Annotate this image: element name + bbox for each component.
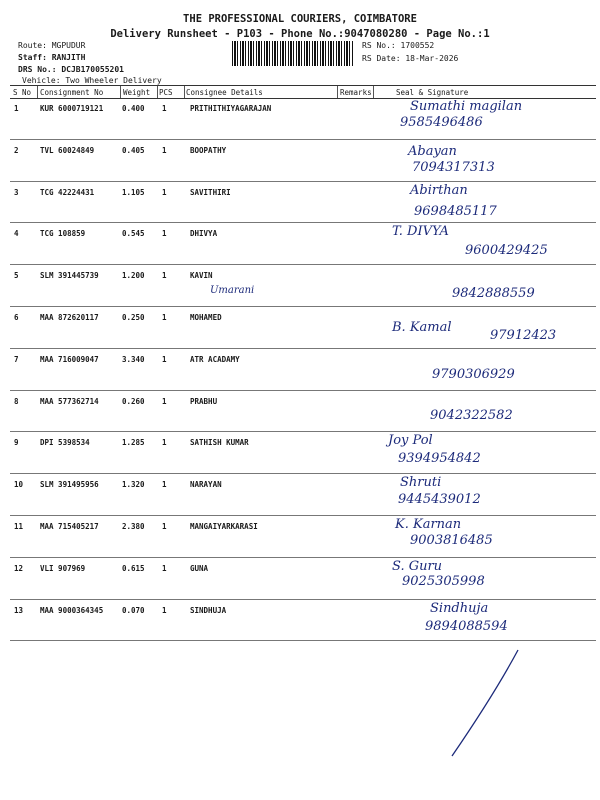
row-signature-phone: 9842888559 [452,286,535,302]
row-serial-number: 11 [14,522,24,531]
row-weight: 1.285 [122,438,145,448]
row-serial-number: 12 [14,563,24,573]
row-signature-name: Abayan [408,143,457,159]
row-divider [10,473,596,474]
barcode-icon [232,41,354,66]
runsheet-title: Delivery Runsheet - P103 - Phone No.:9047080280 - Page No.:1 [110,28,490,40]
row-pcs: 1 [162,563,167,573]
row-divider [10,348,596,349]
row-divider [10,139,596,140]
row-serial-number: 10 [14,480,24,490]
row-consignment-number: MAA 716009047 [40,354,99,364]
row-signature-name: Sindhuja [430,600,489,616]
company-title: THE PROFESSIONAL COURIERS, COIMBATORE [183,13,417,25]
row-signature-phone: 7094317313 [412,159,495,175]
header-top-rule [10,85,596,86]
col-header-remarks: Remarks [340,88,372,97]
row-consignment-number: TCG 108859 [40,229,86,239]
vehicle-label: Vehicle: Two Wheeler Delivery [22,76,162,85]
drs-number: DRS No.: DCJB170055201 [18,65,124,74]
row-weight: 1.200 [122,271,145,281]
row-pcs: 1 [162,354,167,364]
col-divider [37,86,38,98]
row-divider [10,306,596,307]
row-serial-number: 4 [14,229,19,239]
row-consignee-name: DHIVYA [190,229,218,239]
row-consignee-name: PRITHITHIYAGARAJAN [190,104,272,113]
row-serial-number: 1 [14,104,19,113]
row-signature-name: Sumathi magilan [410,99,523,114]
row-weight: 1.320 [122,480,145,490]
row-divider [10,390,596,391]
row-consignment-number: TCG 42224431 [40,187,95,197]
row-signature-phone: 9600429425 [465,243,548,259]
row-weight: 0.405 [122,145,145,155]
row-pcs: 1 [162,480,167,490]
row-pcs: 1 [162,104,167,113]
row-serial-number: 7 [14,354,19,364]
row-pcs: 1 [162,313,167,322]
row-signature-phone: 9025305998 [402,573,485,589]
col-header-sno: S No [13,88,32,97]
row-signature-name: Abirthan [410,182,468,198]
row-divider [10,222,596,223]
pen-stroke-mark [448,648,520,758]
row-weight: 1.105 [122,187,145,197]
row-weight: 0.250 [122,313,145,322]
row-consignee-name: KAVIN [190,271,213,281]
row-pcs: 1 [162,229,167,239]
row-serial-number: 3 [14,187,19,197]
rs-date: RS Date: 18-Mar-2026 [362,54,459,63]
row-signature-phone: 9698485117 [414,203,497,219]
row-consignee-name: NARAYAN [190,480,222,490]
col-header-weight: Weight [123,88,151,97]
row-signature-phone: 9042322582 [430,407,513,423]
row-consignee-name: MOHAMED [190,313,222,322]
col-divider [120,86,121,98]
row-weight: 3.340 [122,354,145,364]
row-weight: 2.380 [122,522,145,531]
row-serial-number: 6 [14,313,19,322]
row-pcs: 1 [162,438,167,448]
row-consignee-name: BOOPATHY [190,145,227,155]
row-signature-name: K. Karnan [395,517,462,532]
row-consignment-number: MAA 9000364345 [40,605,104,615]
row-consignee-name: GUNA [190,563,209,573]
row-signature-phone: 9790306929 [432,366,515,382]
row-consignment-number: DPI 5398534 [40,438,90,448]
row-signature-name: S. Guru [392,558,443,574]
row-divider [10,181,596,182]
row-divider [10,599,596,600]
row-divider [10,264,596,265]
row-signature-name: Joy Pol [388,433,433,449]
row-signature-phone: 9003816485 [410,533,493,548]
col-header-consignment: Consignment No [40,88,104,97]
row-pcs: 1 [162,396,167,406]
col-divider [184,86,185,98]
row-pcs: 1 [162,271,167,281]
row-signature-phone: 97912423 [490,328,557,343]
row-weight: 0.260 [122,396,145,406]
row-consignment-number: VLI 907969 [40,563,86,573]
route-label: Route: MGPUDUR [18,41,86,50]
row-consignee-name: ATR ACADAMY [190,354,240,364]
col-divider [337,86,338,98]
staff-label: Staff: RANJITH [18,53,86,62]
row-consignment-number: SLM 391445739 [40,271,99,281]
col-header-pcs: PCS [159,88,173,97]
row-weight: 0.545 [122,229,145,239]
row-consignee-name: SAVITHIRI [190,187,231,197]
col-header-seal: Seal & Signature [396,88,469,97]
row-divider [10,431,596,432]
row-consignee-name: SATHISH KUMAR [190,438,249,448]
row-serial-number: 8 [14,396,19,406]
col-divider [157,86,158,98]
row-signature-name: B. Kamal [392,320,452,335]
row-divider [10,557,596,558]
row-signature-name: T. DIVYA [392,224,449,240]
row-serial-number: 13 [14,605,24,615]
row-pcs: 1 [162,187,167,197]
row-serial-number: 9 [14,438,19,448]
row-weight: 0.400 [122,104,145,113]
row-consignment-number: MAA 872620117 [40,313,99,322]
row-pcs: 1 [162,605,167,615]
row-weight: 0.615 [122,563,145,573]
row-consignment-number: MAA 715405217 [40,522,99,531]
row-signature-phone: 9894088594 [425,618,508,634]
row-consignment-number: SLM 391495956 [40,480,99,490]
row-pcs: 1 [162,145,167,155]
row-consignment-number: KUR 6000719121 [40,104,104,113]
row-divider [10,640,596,641]
row-weight: 0.070 [122,605,145,615]
row-serial-number: 2 [14,145,19,155]
row-signature-phone: 9585496486 [400,115,483,130]
row-handwritten-note: Umarani [210,285,255,297]
row-consignee-name: SINDHUJA [190,605,227,615]
col-header-consignee: Consignee Details [186,88,263,97]
row-pcs: 1 [162,522,167,531]
row-signature-name: Shruti [400,475,442,491]
row-consignee-name: PRABHU [190,396,218,406]
row-divider [10,515,596,516]
row-signature-phone: 9445439012 [398,492,481,508]
row-serial-number: 5 [14,271,19,281]
row-consignment-number: TVL 60024849 [40,145,95,155]
row-consignee-name: MANGAIYARKARASI [190,522,258,531]
row-signature-phone: 9394954842 [398,451,481,467]
col-divider [373,86,374,98]
row-consignment-number: MAA 577362714 [40,396,99,406]
rs-number: RS No.: 1700552 [362,41,435,50]
